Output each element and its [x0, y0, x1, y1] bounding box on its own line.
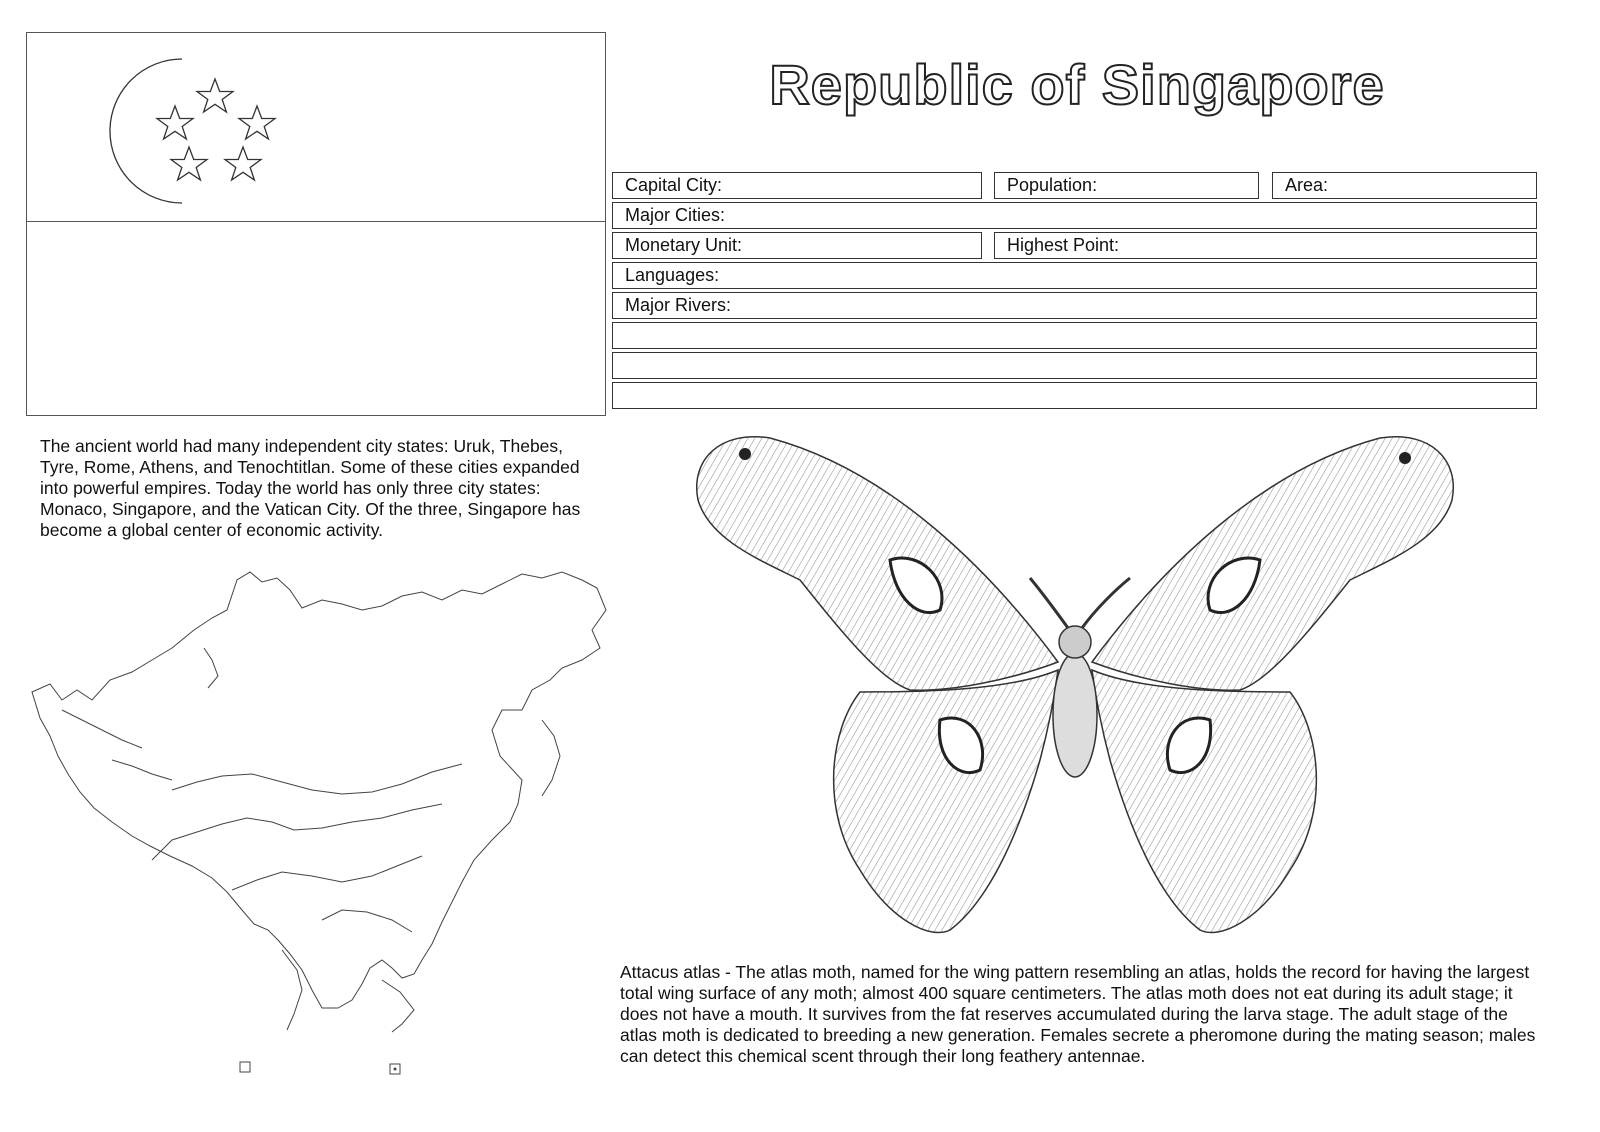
languages-field[interactable]: Languages:	[612, 262, 1537, 289]
crescent-and-stars-icon	[67, 53, 307, 213]
highest-point-field[interactable]: Highest Point:	[994, 232, 1537, 259]
singapore-flag-outline	[26, 32, 606, 416]
major-rivers-field[interactable]: Major Rivers:	[612, 292, 1537, 319]
area-field[interactable]: Area:	[1272, 172, 1537, 199]
population-field[interactable]: Population:	[994, 172, 1259, 199]
capital-city-field[interactable]: Capital City:	[612, 172, 982, 199]
atlas-moth-illustration	[690, 430, 1460, 950]
blank-field-1[interactable]	[612, 322, 1537, 349]
major-cities-field[interactable]: Major Cities:	[612, 202, 1537, 229]
blank-field-3[interactable]	[612, 382, 1537, 409]
flag-divider	[27, 221, 605, 222]
moth-description: Attacus atlas - The atlas moth, named for the wing pattern resembling an atlas, holds the record for having the largest total wing surface of any moth; almost 400 square centimeters. The atlas moth does not eat during its adult stage; it does not have a mouth. It survives from the fat reserves accumulated during the larva stage. The adult stage of the atlas moth is dedicated to breeding a new generation. Females secrete a pheromone during the mating season; males can detect this chemical scent through their long feathery antennae.	[620, 962, 1536, 1066]
asia-outline-map	[22, 560, 612, 1080]
monetary-unit-field[interactable]: Monetary Unit:	[612, 232, 982, 259]
blank-field-2[interactable]	[612, 352, 1537, 379]
page-title: Republic of Singapore	[769, 53, 1385, 116]
intro-paragraph: The ancient world had many independent city states: Uruk, Thebes, Tyre, Rome, Athens, and Tenochtitlan. Some of these cities expanded into powerful empires. Today the world has only three city states: Monaco, Singapore, and the Vatican City. Of the three, Singapore has become a global center of economic activity.	[40, 436, 581, 540]
